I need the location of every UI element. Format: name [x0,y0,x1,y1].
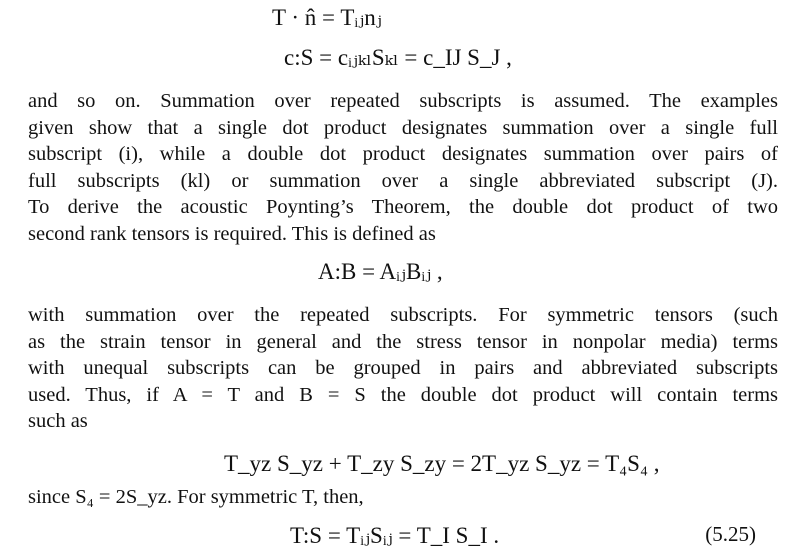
equation-abbreviated-terms: T_yz S_yz + T_zy S_zy = 2T_yz S_yz = T₄S₄ , [224,451,660,476]
paragraph-line: as the strain tensor in general and the stress tensor in nonpolar media) terms [28,330,778,353]
paragraph-summation [28,88,778,247]
paragraph-line: subscript (i), while a double dot product designates summation over pairs of [28,143,778,165]
equation-number: (5.25) [705,522,756,546]
equation-dot-product: T · n̂ = Tᵢⱼnⱼ [272,5,382,30]
paragraph-line: such as [28,410,88,432]
equation-double-dot-definition: A:B = AᵢⱼBᵢⱼ , [318,259,443,284]
paragraph-symmetric-tensors [28,302,778,435]
paragraph-line: To derive the acoustic Poynting’s Theorem, the double dot product of two [28,196,778,218]
paragraph-since [28,484,778,511]
paragraph-line: full subscripts (kl) or summation over a single abbreviated subscript (J). [28,169,778,192]
paragraph-line: second rank tensors is required. This is defined as [28,222,436,245]
paragraph-line: with summation over the repeated subscripts. For symmetric tensors (such [28,304,778,326]
paragraph-line: given show that a single dot product designates summation over a single full [28,116,778,139]
paragraph-line: and so on. Summation over repeated subscripts is assumed. The examples [28,90,778,112]
paragraph-line: since S₄ = 2S_yz. For symmetric T, then, [28,486,364,508]
equation-double-dot-c-s: c:S = cᵢⱼₖₗSₖₗ = c_IJ S_J , [284,45,512,70]
paragraph-line: with unequal subscripts can be grouped in pairs and abbreviated subscripts [28,357,778,379]
equation-5-25: T:S = TᵢⱼSᵢⱼ = T_I S_I . [290,523,500,548]
paragraph-line: used. Thus, if A = T and B = S the double dot product will contain terms [28,383,778,406]
